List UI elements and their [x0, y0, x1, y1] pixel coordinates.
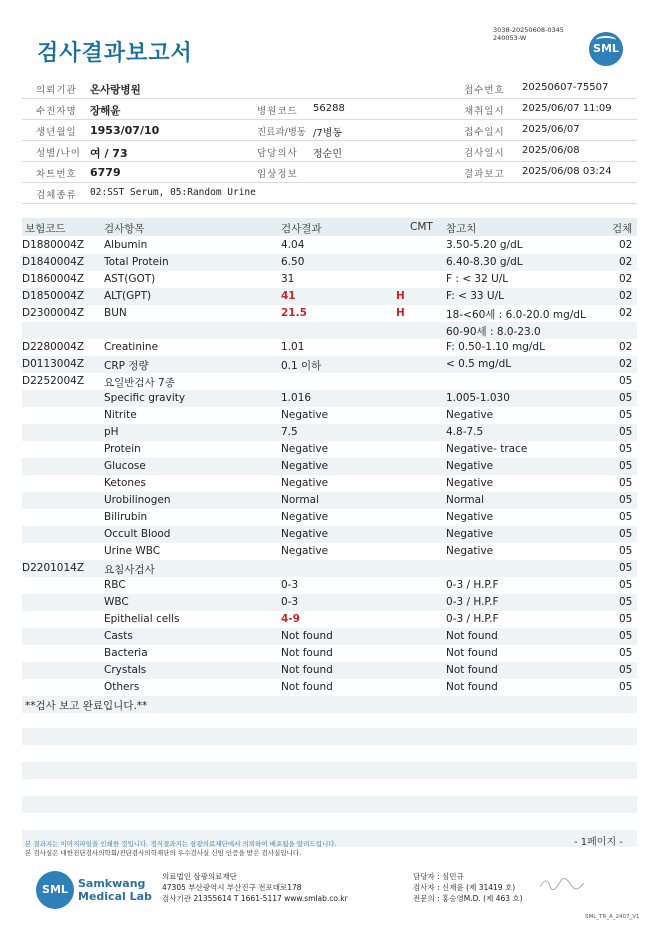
table-row: [22, 305, 637, 322]
cell-item: Urine WBC: [104, 545, 161, 557]
cell-item: Bilirubin: [104, 511, 148, 523]
cell-result: Negative: [281, 443, 329, 455]
table-row: [22, 322, 637, 339]
cell-ref: 6.40-8.30 g/dL: [446, 256, 523, 268]
cell-item: WBC: [104, 596, 129, 608]
chart-label: 차트번호: [36, 169, 77, 180]
tested-label: 검사일시: [464, 148, 505, 159]
cell-item: pH: [104, 426, 119, 438]
cell-spec: 05: [619, 511, 633, 523]
table-row: [22, 594, 637, 611]
table-row: [22, 492, 637, 509]
blank-row: [22, 796, 637, 813]
header-ref: 참고치: [446, 223, 477, 235]
cell-spec: 02: [619, 358, 633, 370]
received-label: 접수일시: [464, 127, 505, 138]
header-cmt: CMT: [410, 221, 433, 233]
cell-spec: 02: [619, 273, 633, 285]
footer-address: [162, 871, 348, 904]
table-row: [22, 628, 637, 645]
staff-line-1: 담당자 : 심민규: [413, 872, 464, 881]
cell-cmt: H: [396, 307, 405, 319]
form-code: SML_TR_A_2407_V1: [585, 914, 640, 920]
cell-code: D1880004Z: [22, 239, 85, 251]
footer-staff: [413, 871, 523, 904]
info-row-1: [22, 78, 637, 99]
cell-ref: Not found: [446, 681, 498, 693]
brand-line-1: Samkwang: [78, 877, 146, 890]
blank-row: [22, 762, 637, 779]
received-value: 2025/06/07: [522, 124, 580, 135]
cell-item: Glucose: [104, 460, 146, 472]
info-row-6: [22, 183, 637, 204]
cell-result: 6.50: [281, 256, 305, 268]
doc-id-2: 240053-W: [493, 34, 527, 42]
completion-text: **검사 보고 완료입니다.**: [25, 700, 148, 712]
cell-ref: F: < 33 U/L: [446, 290, 505, 302]
table-row: [22, 662, 637, 679]
cell-item: Albumin: [104, 239, 148, 251]
cell-item: ALT(GPT): [104, 290, 152, 302]
info-row-2: [22, 99, 637, 120]
cell-result: Negative: [281, 477, 329, 489]
cell-spec: 05: [619, 409, 633, 421]
table-row: [22, 237, 637, 254]
table-row: [22, 475, 637, 492]
hospital-code-value: 56288: [313, 103, 345, 114]
cell-spec: 05: [619, 375, 633, 387]
info-row-3: [22, 120, 637, 141]
cell-result: Normal: [281, 494, 319, 506]
cell-result: 21.5: [281, 307, 307, 319]
table-row: [22, 543, 637, 560]
table-row: [22, 679, 637, 696]
receipt-no-label: 접수번호: [464, 85, 505, 96]
blank-row: [22, 728, 637, 745]
header-item: 검사항목: [104, 223, 145, 235]
cell-spec: 02: [619, 341, 633, 353]
chart-value: 6779: [90, 166, 121, 179]
cell-code: D2201014Z: [22, 562, 85, 574]
cell-result: Negative: [281, 460, 329, 472]
cell-ref: Negative: [446, 545, 494, 557]
cell-ref: 0-3 / H.P.F: [446, 596, 499, 608]
completion-row: [22, 696, 637, 713]
cell-spec: 05: [619, 426, 633, 438]
dob-label: 생년월일: [36, 127, 77, 138]
cell-ref: 60-90세 : 8.0-23.0: [446, 326, 541, 338]
cell-ref: F : < 32 U/L: [446, 273, 509, 285]
page-number: - 1페이지 -: [574, 837, 623, 848]
cell-item: Creatinine: [104, 341, 159, 353]
cell-spec: 05: [619, 562, 633, 574]
cell-item: BUN: [104, 307, 127, 319]
cell-item: Protein: [104, 443, 141, 455]
address-line-1: 의료법인 삼광의료재단: [162, 872, 237, 881]
table-row: [22, 390, 637, 407]
cell-item: Specific gravity: [104, 392, 186, 404]
cell-ref: 4.8-7.5: [446, 426, 484, 438]
cell-code: D2280004Z: [22, 341, 85, 353]
collect-value: 2025/06/07 11:09: [522, 103, 612, 114]
table-row: [22, 271, 637, 288]
sex-age-label: 성별/나이: [36, 148, 81, 159]
info-row-4: [22, 141, 637, 162]
sex-age-value: 여 / 73: [90, 147, 128, 160]
cell-item: Total Protein: [104, 256, 169, 268]
notice-line-1: 본 결과지는 이미지파일을 인쇄한 것입니다. 정식결과지는 삼광의료재단에서 의뢰하여 배포됨을 알려드립니다.: [25, 840, 337, 848]
cell-spec: 05: [619, 477, 633, 489]
address-line-3: 검사기관 21355614 T 1661-5117 www.smlab.co.kr: [162, 894, 348, 903]
cell-spec: 05: [619, 545, 633, 557]
cell-ref: 1.005-1.030: [446, 392, 510, 404]
table-row: [22, 407, 637, 424]
cell-ref: Not found: [446, 630, 498, 642]
cell-spec: 05: [619, 528, 633, 540]
sml-logo: SML: [589, 32, 623, 66]
table-row: [22, 509, 637, 526]
dept-value: /7병동: [313, 128, 343, 139]
reported-label: 결과보고: [464, 169, 505, 180]
cell-ref: 0-3 / H.P.F: [446, 613, 499, 625]
dob-value: 1953/07/10: [90, 124, 160, 137]
collect-label: 채취일시: [464, 106, 505, 117]
patient-label: 수진자명: [36, 106, 77, 117]
cell-spec: 02: [619, 307, 633, 319]
cell-code: D1860004Z: [22, 273, 85, 285]
cell-result: 0.1 이하: [281, 360, 322, 372]
cell-spec: 05: [619, 664, 633, 676]
cell-result: Not found: [281, 647, 333, 659]
table-row: [22, 373, 637, 390]
brand-line-2: Medical Lab: [78, 890, 152, 903]
cell-ref: Negative: [446, 511, 494, 523]
hospital-code-label: 병원코드: [257, 106, 298, 117]
table-row: [22, 577, 637, 594]
dept-label: 진료과/병동: [257, 127, 307, 138]
info-row-5: [22, 162, 637, 183]
cell-item: Crystals: [104, 664, 147, 676]
cell-code: D1850004Z: [22, 290, 85, 302]
cell-code: D1840004Z: [22, 256, 85, 268]
cell-result: 41: [281, 290, 296, 302]
cell-ref: Negative: [446, 460, 494, 472]
cell-item: RBC: [104, 579, 126, 591]
cell-item: 요침사검사: [104, 564, 155, 576]
table-row: [22, 441, 637, 458]
cell-result: Negative: [281, 545, 329, 557]
cell-item: 요일반검사 7종: [104, 377, 175, 389]
cell-spec: 05: [619, 392, 633, 404]
address-line-2: 47305 부산광역시 부산진구 전포대로178: [162, 883, 302, 892]
document-ids: [493, 26, 564, 42]
cell-ref: Not found: [446, 664, 498, 676]
cell-result: 0-3: [281, 596, 299, 608]
header-result: 검사결과: [281, 223, 322, 235]
cell-result: 1.01: [281, 341, 305, 353]
results-table-header: [22, 218, 637, 236]
cell-spec: 05: [619, 681, 633, 693]
header-spec: 검체: [612, 223, 633, 235]
table-row: [22, 458, 637, 475]
table-row: [22, 611, 637, 628]
cell-result: 0-3: [281, 579, 299, 591]
specimen-value: 02:SST Serum, 05:Random Urine: [90, 187, 256, 198]
table-row: [22, 560, 637, 577]
cell-item: Urobilinogen: [104, 494, 171, 506]
cell-ref: Negative: [446, 528, 494, 540]
page-title: 검사결과보고서: [37, 41, 193, 66]
receipt-no-value: 20250607-75507: [522, 82, 609, 93]
cell-spec: 05: [619, 579, 633, 591]
cell-ref: Negative- trace: [446, 443, 528, 455]
reported-value: 2025/06/08 03:24: [522, 166, 612, 177]
cell-result: Negative: [281, 511, 329, 523]
cell-code: D0113004Z: [22, 358, 85, 370]
cell-ref: 3.50-5.20 g/dL: [446, 239, 523, 251]
cell-result: 31: [281, 273, 295, 285]
table-row: [22, 288, 637, 305]
cell-result: 4.04: [281, 239, 305, 251]
cell-ref: F: 0.50-1.10 mg/dL: [446, 341, 545, 353]
cell-result: 1.016: [281, 392, 312, 404]
cell-result: Not found: [281, 630, 333, 642]
staff-line-3: 전문의 : 홍승영M.D. (제 463 호): [413, 894, 523, 903]
table-row: [22, 356, 637, 373]
table-row: [22, 339, 637, 356]
table-row: [22, 254, 637, 271]
cell-spec: 02: [619, 256, 633, 268]
cell-result: Not found: [281, 664, 333, 676]
table-row: [22, 526, 637, 543]
cell-item: Bacteria: [104, 647, 148, 659]
cell-spec: 05: [619, 443, 633, 455]
cell-ref: Not found: [446, 647, 498, 659]
cell-item: Nitrite: [104, 409, 137, 421]
cell-spec: 02: [619, 239, 633, 251]
cell-spec: 05: [619, 613, 633, 625]
footer-notice: [25, 840, 337, 857]
cell-ref: Negative: [446, 409, 494, 421]
doctor-value: 정순민: [313, 149, 342, 160]
institution-label: 의뢰기관: [36, 85, 77, 96]
cell-item: Others: [104, 681, 140, 693]
cell-result: Negative: [281, 409, 329, 421]
specimen-label: 검체종류: [36, 190, 77, 201]
cell-spec: 05: [619, 647, 633, 659]
table-row: [22, 424, 637, 441]
institution-value: 온사랑병원: [90, 84, 141, 96]
cell-ref: < 0.5 mg/dL: [446, 358, 512, 370]
cell-ref: Negative: [446, 477, 494, 489]
cell-ref: Normal: [446, 494, 484, 506]
cell-spec: 02: [619, 290, 633, 302]
cell-spec: 05: [619, 460, 633, 472]
footer-sml-logo: SML: [36, 871, 74, 909]
cell-spec: 05: [619, 494, 633, 506]
cell-result: 7.5: [281, 426, 298, 438]
cell-item: CRP 정량: [104, 360, 149, 372]
cell-item: Casts: [104, 630, 133, 642]
table-row: [22, 645, 637, 662]
doc-id-1: 3038-20250608-0345: [493, 26, 564, 34]
cell-result: Negative: [281, 528, 329, 540]
cell-result: Not found: [281, 681, 333, 693]
notice-line-2: 본 검사실은 대한진단검사의학회/진단검사의학재단의 우수검사실 신임 인증을 받은 검사실입니다.: [25, 848, 302, 857]
cell-item: Ketones: [104, 477, 146, 489]
cell-spec: 05: [619, 630, 633, 642]
cell-item: Epithelial cells: [104, 613, 180, 625]
signature: [538, 877, 586, 891]
doctor-label: 담당의사: [257, 148, 298, 159]
footer-brand: [78, 877, 152, 903]
header-code: 보험코드: [25, 223, 66, 235]
cell-spec: 05: [619, 596, 633, 608]
cell-code: D2252004Z: [22, 375, 85, 387]
cell-ref: 0-3 / H.P.F: [446, 579, 499, 591]
cell-item: AST(GOT): [104, 273, 156, 285]
cell-result: 4-9: [281, 613, 300, 625]
cell-code: D2300004Z: [22, 307, 85, 319]
tested-value: 2025/06/08: [522, 145, 580, 156]
cell-cmt: H: [396, 290, 405, 302]
staff-line-2: 검사자 : 신재윤 (제 31419 호): [413, 883, 516, 892]
clinical-label: 임상정보: [257, 169, 298, 180]
cell-item: Occult Blood: [104, 528, 171, 540]
patient-value: 장해윤: [90, 105, 121, 117]
cell-ref: 18-<60세 : 6.0-20.0 mg/dL: [446, 309, 586, 321]
